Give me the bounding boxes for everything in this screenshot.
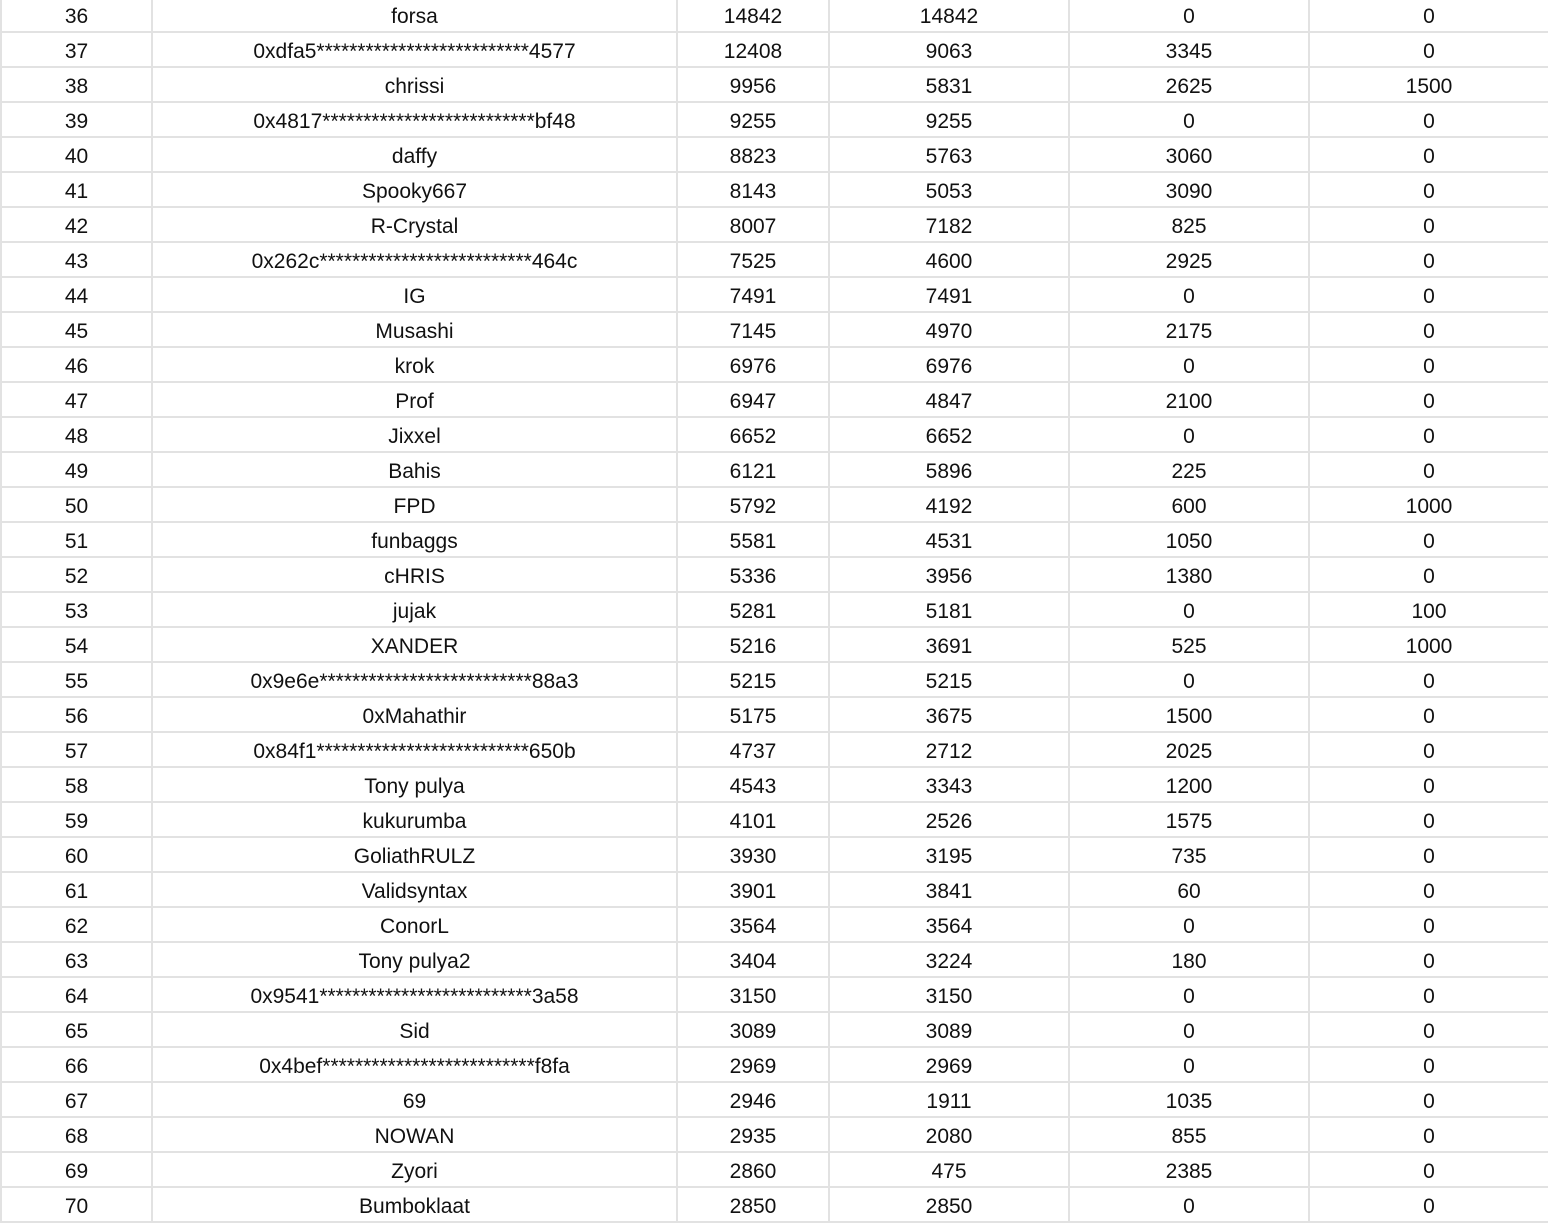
table-row (0, 313, 1548, 348)
value-cell-4[interactable]: 3090 (1070, 173, 1310, 206)
rank-cell[interactable]: 65 (0, 1013, 153, 1046)
value-cell-5[interactable]: 0 (1423, 950, 1435, 973)
total-cell[interactable]: 2935 (678, 1118, 830, 1151)
rank-cell[interactable]: 60 (0, 838, 153, 871)
value-cell-5[interactable]: 0 (1423, 810, 1435, 833)
value-cell-3[interactable]: 5215 (830, 663, 1070, 696)
value-cell-4[interactable]: 2925 (1070, 243, 1310, 276)
name-cell[interactable]: NOWAN (153, 1118, 678, 1151)
total-cell[interactable]: 5281 (678, 593, 830, 626)
value-cell-3[interactable]: 1911 (830, 1083, 1070, 1116)
value-cell-5[interactable]: 0 (1423, 110, 1435, 133)
value-cell-4[interactable]: 0 (1070, 593, 1310, 626)
table-row (0, 383, 1548, 418)
total-cell[interactable]: 3089 (678, 1013, 830, 1046)
value-cell-4[interactable]: 600 (1070, 488, 1310, 521)
total-cell[interactable]: 7491 (678, 278, 830, 311)
rank-cell[interactable]: 39 (0, 103, 153, 136)
table-row (0, 68, 1548, 103)
total-cell[interactable]: 2946 (678, 1083, 830, 1116)
name-cell[interactable]: 0x4817**************************bf48 (153, 103, 678, 136)
table-row (0, 1013, 1548, 1048)
rank-cell[interactable]: 67 (0, 1083, 153, 1116)
rank-cell[interactable]: 58 (0, 768, 153, 801)
rank-cell[interactable]: 68 (0, 1118, 153, 1151)
value-cell-5[interactable]: 1500 (1405, 75, 1453, 98)
rank-cell[interactable]: 38 (0, 68, 153, 101)
rank-cell[interactable]: 48 (0, 418, 153, 451)
total-cell[interactable]: 12408 (678, 33, 830, 66)
table-row (0, 978, 1548, 1013)
total-cell[interactable]: 3404 (678, 943, 830, 976)
rank-cell[interactable]: 57 (0, 733, 153, 766)
rank-cell[interactable]: 46 (0, 348, 153, 381)
name-cell[interactable]: Musashi (153, 313, 678, 346)
value-cell-5[interactable]: 0 (1423, 390, 1435, 413)
value-cell-3[interactable]: 3841 (830, 873, 1070, 906)
value-cell-3[interactable]: 5763 (830, 138, 1070, 171)
rank-cell[interactable]: 70 (0, 1188, 153, 1221)
total-cell[interactable]: 7525 (678, 243, 830, 276)
rank-cell[interactable]: 56 (0, 698, 153, 731)
rank-cell[interactable]: 61 (0, 873, 153, 906)
table-row (0, 1153, 1548, 1188)
value-cell-4[interactable]: 2175 (1070, 313, 1310, 346)
rank-cell[interactable]: 36 (0, 0, 153, 31)
total-cell[interactable]: 2860 (678, 1153, 830, 1186)
total-cell[interactable]: 4737 (678, 733, 830, 766)
name-cell[interactable]: cHRIS (153, 558, 678, 591)
total-cell[interactable]: 4543 (678, 768, 830, 801)
name-cell[interactable]: 0xdfa5**************************4577 (153, 33, 678, 66)
value-cell-5[interactable]: 100 (1411, 600, 1447, 623)
value-cell-5[interactable]: 0 (1423, 285, 1435, 308)
value-cell-4[interactable]: 525 (1070, 628, 1310, 661)
value-cell-4[interactable]: 825 (1070, 208, 1310, 241)
value-cell-5[interactable]: 0 (1423, 775, 1435, 798)
name-cell[interactable]: Jixxel (153, 418, 678, 451)
name-cell[interactable]: Validsyntax (153, 873, 678, 906)
value-cell-3[interactable]: 2712 (830, 733, 1070, 766)
value-cell-5[interactable]: 0 (1423, 565, 1435, 588)
total-cell[interactable]: 5216 (678, 628, 830, 661)
total-cell[interactable]: 5581 (678, 523, 830, 556)
total-cell[interactable]: 9956 (678, 68, 830, 101)
value-cell-3[interactable]: 4970 (830, 313, 1070, 346)
total-cell[interactable]: 4101 (678, 803, 830, 836)
table-row (0, 768, 1548, 803)
table-row (0, 0, 1548, 33)
name-cell[interactable]: chrissi (153, 68, 678, 101)
value-cell-3[interactable]: 3956 (830, 558, 1070, 591)
table-row (0, 488, 1548, 523)
value-cell-3[interactable]: 14842 (830, 0, 1070, 31)
rank-cell[interactable]: 49 (0, 453, 153, 486)
value-cell-4[interactable]: 3345 (1070, 33, 1310, 66)
value-cell-5[interactable]: 0 (1423, 880, 1435, 903)
rank-cell[interactable]: 63 (0, 943, 153, 976)
value-cell-5[interactable]: 0 (1423, 320, 1435, 343)
name-cell[interactable]: Zyori (153, 1153, 678, 1186)
value-cell-5[interactable]: 0 (1423, 355, 1435, 378)
rank-cell[interactable]: 42 (0, 208, 153, 241)
value-cell-3[interactable]: 4531 (830, 523, 1070, 556)
rank-cell[interactable]: 59 (0, 803, 153, 836)
value-cell-3[interactable]: 2850 (830, 1188, 1070, 1221)
rank-cell[interactable]: 53 (0, 593, 153, 626)
total-cell[interactable]: 6976 (678, 348, 830, 381)
name-cell[interactable]: kukurumba (153, 803, 678, 836)
table-row (0, 103, 1548, 138)
total-cell[interactable]: 2969 (678, 1048, 830, 1081)
total-cell[interactable]: 8823 (678, 138, 830, 171)
rank-cell[interactable]: 52 (0, 558, 153, 591)
value-cell-3[interactable]: 3691 (830, 628, 1070, 661)
name-cell[interactable]: funbaggs (153, 523, 678, 556)
value-cell-5[interactable]: 0 (1423, 250, 1435, 273)
total-cell[interactable]: 3150 (678, 978, 830, 1011)
value-cell-5[interactable]: 1000 (1405, 495, 1453, 518)
total-cell[interactable]: 6121 (678, 453, 830, 486)
table-row (0, 243, 1548, 278)
total-cell[interactable]: 3901 (678, 873, 830, 906)
table-row (0, 418, 1548, 453)
table-row (0, 873, 1548, 908)
value-cell-3[interactable]: 6652 (830, 418, 1070, 451)
rank-cell[interactable]: 41 (0, 173, 153, 206)
value-cell-5[interactable]: 0 (1423, 915, 1435, 938)
value-cell-4[interactable]: 0 (1070, 348, 1310, 381)
name-cell[interactable]: GoliathRULZ (153, 838, 678, 871)
value-cell-4[interactable]: 180 (1070, 943, 1310, 976)
rank-cell[interactable]: 55 (0, 663, 153, 696)
value-cell-4[interactable]: 1035 (1070, 1083, 1310, 1116)
value-cell-4[interactable]: 60 (1070, 873, 1310, 906)
value-cell-4[interactable]: 0 (1070, 278, 1310, 311)
value-cell-3[interactable]: 7182 (830, 208, 1070, 241)
value-cell-4[interactable]: 0 (1070, 418, 1310, 451)
value-cell-3[interactable]: 3195 (830, 838, 1070, 871)
total-cell[interactable]: 7145 (678, 313, 830, 346)
table-row (0, 803, 1548, 838)
total-cell[interactable]: 5215 (678, 663, 830, 696)
table-row (0, 173, 1548, 208)
value-cell-3[interactable]: 3675 (830, 698, 1070, 731)
total-cell[interactable]: 8007 (678, 208, 830, 241)
name-cell[interactable]: 0xMahathir (153, 698, 678, 731)
value-cell-3[interactable]: 475 (830, 1153, 1070, 1186)
value-cell-4[interactable]: 1380 (1070, 558, 1310, 591)
total-cell[interactable]: 2850 (678, 1188, 830, 1221)
total-cell[interactable]: 5792 (678, 488, 830, 521)
value-cell-5[interactable]: 0 (1423, 215, 1435, 238)
value-cell-3[interactable]: 3150 (830, 978, 1070, 1011)
value-cell-5[interactable]: 0 (1423, 1195, 1435, 1218)
value-cell-5[interactable]: 0 (1423, 1160, 1435, 1183)
total-cell[interactable]: 5175 (678, 698, 830, 731)
value-cell-3[interactable]: 5181 (830, 593, 1070, 626)
name-cell[interactable]: 0x4bef**************************f8fa (153, 1048, 678, 1081)
value-cell-3[interactable]: 3089 (830, 1013, 1070, 1046)
value-cell-5[interactable]: 0 (1423, 985, 1435, 1008)
value-cell-5[interactable]: 0 (1423, 180, 1435, 203)
value-cell-5[interactable]: 0 (1423, 425, 1435, 448)
value-cell-4[interactable]: 0 (1070, 1013, 1310, 1046)
value-cell-3[interactable]: 4192 (830, 488, 1070, 521)
value-cell-4[interactable]: 0 (1070, 0, 1310, 31)
name-cell[interactable]: Tony pulya2 (153, 943, 678, 976)
table-row (0, 908, 1548, 943)
table-row (0, 1188, 1548, 1223)
value-cell-3[interactable]: 7491 (830, 278, 1070, 311)
value-cell-4[interactable]: 0 (1070, 103, 1310, 136)
name-cell[interactable]: ConorL (153, 908, 678, 941)
table-row (0, 208, 1548, 243)
name-cell[interactable]: daffy (153, 138, 678, 171)
rank-cell[interactable]: 69 (0, 1153, 153, 1186)
total-cell[interactable]: 8143 (678, 173, 830, 206)
table-row (0, 1118, 1548, 1153)
value-cell-4[interactable]: 0 (1070, 1048, 1310, 1081)
name-cell[interactable]: IG (153, 278, 678, 311)
table-row (0, 593, 1548, 628)
total-cell[interactable]: 6947 (678, 383, 830, 416)
value-cell-5[interactable]: 1000 (1405, 635, 1453, 658)
table-row (0, 628, 1548, 663)
table-row (0, 523, 1548, 558)
value-cell-4[interactable]: 2385 (1070, 1153, 1310, 1186)
table-row (0, 663, 1548, 698)
value-cell-3[interactable]: 2526 (830, 803, 1070, 836)
rank-cell[interactable]: 44 (0, 278, 153, 311)
rank-cell[interactable]: 40 (0, 138, 153, 171)
value-cell-5[interactable]: 0 (1423, 5, 1435, 28)
value-cell-3[interactable]: 5896 (830, 453, 1070, 486)
value-cell-5[interactable]: 0 (1423, 740, 1435, 763)
value-cell-3[interactable]: 6976 (830, 348, 1070, 381)
value-cell-4[interactable]: 2625 (1070, 68, 1310, 101)
rank-cell[interactable]: 64 (0, 978, 153, 1011)
name-cell[interactable]: 0x262c**************************464c (153, 243, 678, 276)
value-cell-4[interactable]: 1500 (1070, 698, 1310, 731)
name-cell[interactable]: krok (153, 348, 678, 381)
name-cell[interactable]: R-Crystal (153, 208, 678, 241)
value-cell-4[interactable]: 1200 (1070, 768, 1310, 801)
value-cell-3[interactable]: 5831 (830, 68, 1070, 101)
value-cell-5[interactable]: 0 (1423, 1055, 1435, 1078)
value-cell-3[interactable]: 3224 (830, 943, 1070, 976)
rank-cell[interactable]: 45 (0, 313, 153, 346)
value-cell-5[interactable]: 0 (1423, 670, 1435, 693)
rank-cell[interactable]: 50 (0, 488, 153, 521)
rank-cell[interactable]: 54 (0, 628, 153, 661)
value-cell-4[interactable]: 1575 (1070, 803, 1310, 836)
table-row (0, 348, 1548, 383)
total-cell[interactable]: 9255 (678, 103, 830, 136)
value-cell-3[interactable]: 3343 (830, 768, 1070, 801)
value-cell-4[interactable]: 1050 (1070, 523, 1310, 556)
value-cell-5[interactable]: 0 (1423, 1090, 1435, 1113)
value-cell-5[interactable]: 0 (1423, 705, 1435, 728)
value-cell-4[interactable]: 0 (1070, 1188, 1310, 1221)
value-cell-4[interactable]: 2025 (1070, 733, 1310, 766)
table-row (0, 698, 1548, 733)
table-row (0, 838, 1548, 873)
value-cell-5[interactable]: 0 (1423, 845, 1435, 868)
table-row (0, 943, 1548, 978)
table-row (0, 733, 1548, 768)
value-cell-4[interactable]: 0 (1070, 663, 1310, 696)
value-cell-4[interactable]: 3060 (1070, 138, 1310, 171)
value-cell-4[interactable]: 0 (1070, 908, 1310, 941)
rank-cell[interactable]: 37 (0, 33, 153, 66)
name-cell[interactable]: forsa (153, 0, 678, 31)
value-cell-3[interactable]: 2969 (830, 1048, 1070, 1081)
name-cell[interactable]: jujak (153, 593, 678, 626)
value-cell-3[interactable]: 9255 (830, 103, 1070, 136)
name-cell[interactable]: 0x9e6e**************************88a3 (153, 663, 678, 696)
name-cell[interactable]: FPD (153, 488, 678, 521)
value-cell-3[interactable]: 9063 (830, 33, 1070, 66)
name-cell[interactable]: Tony pulya (153, 768, 678, 801)
name-cell[interactable]: Prof (153, 383, 678, 416)
name-cell[interactable]: Sid (153, 1013, 678, 1046)
rank-cell[interactable]: 51 (0, 523, 153, 556)
value-cell-4[interactable]: 225 (1070, 453, 1310, 486)
value-cell-4[interactable]: 855 (1070, 1118, 1310, 1151)
name-cell[interactable]: Bahis (153, 453, 678, 486)
table-row (0, 558, 1548, 593)
table-row (0, 138, 1548, 173)
name-cell[interactable]: Spooky667 (153, 173, 678, 206)
name-cell[interactable]: 69 (153, 1083, 678, 1116)
value-cell-5[interactable]: 0 (1423, 1125, 1435, 1148)
rank-cell[interactable]: 47 (0, 383, 153, 416)
value-cell-3[interactable]: 3564 (830, 908, 1070, 941)
total-cell[interactable]: 3930 (678, 838, 830, 871)
rank-cell[interactable]: 43 (0, 243, 153, 276)
table-row (0, 278, 1548, 313)
value-cell-5[interactable]: 0 (1423, 460, 1435, 483)
total-cell[interactable]: 3564 (678, 908, 830, 941)
name-cell[interactable]: XANDER (153, 628, 678, 661)
table-row (0, 453, 1548, 488)
value-cell-4[interactable]: 735 (1070, 838, 1310, 871)
rank-cell[interactable]: 66 (0, 1048, 153, 1081)
total-cell[interactable]: 5336 (678, 558, 830, 591)
rank-cell[interactable]: 62 (0, 908, 153, 941)
value-cell-5[interactable]: 0 (1423, 1020, 1435, 1043)
name-cell[interactable]: Bumboklaat (153, 1188, 678, 1221)
value-cell-5[interactable]: 0 (1423, 40, 1435, 63)
value-cell-5[interactable]: 0 (1423, 145, 1435, 168)
value-cell-3[interactable]: 4847 (830, 383, 1070, 416)
total-cell[interactable]: 14842 (678, 0, 830, 31)
value-cell-5[interactable]: 0 (1423, 530, 1435, 553)
table-row (0, 1083, 1548, 1118)
value-cell-3[interactable]: 5053 (830, 173, 1070, 206)
value-cell-4[interactable]: 0 (1070, 978, 1310, 1011)
value-cell-4[interactable]: 2100 (1070, 383, 1310, 416)
table-row (0, 33, 1548, 68)
name-cell[interactable]: 0x84f1**************************650b (153, 733, 678, 766)
value-cell-3[interactable]: 2080 (830, 1118, 1070, 1151)
total-cell[interactable]: 6652 (678, 418, 830, 451)
value-cell-3[interactable]: 4600 (830, 243, 1070, 276)
name-cell[interactable]: 0x9541**************************3a58 (153, 978, 678, 1011)
table-row (0, 1048, 1548, 1083)
